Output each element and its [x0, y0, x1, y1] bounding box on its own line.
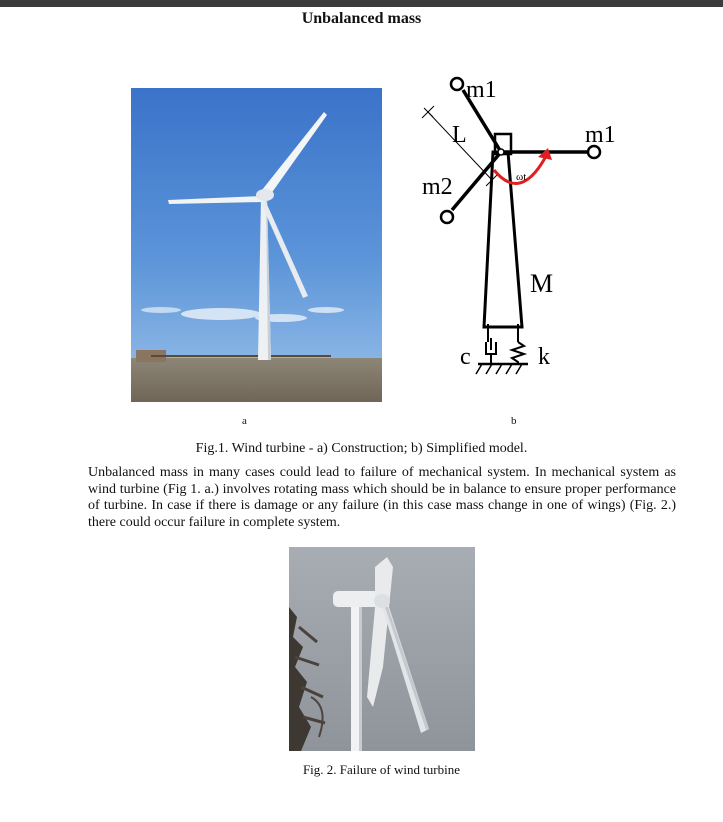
- page-title: Unbalanced mass: [301, 10, 422, 27]
- label-spring-k: k: [538, 344, 550, 370]
- panel-a-label: a: [242, 415, 247, 427]
- label-length: L: [452, 122, 467, 148]
- label-damper-c: c: [460, 344, 471, 370]
- label-m2: m2: [422, 174, 453, 200]
- simplified-model-diagram: [400, 62, 640, 402]
- panel-b-label: b: [511, 415, 517, 427]
- label-m1-right: m1: [585, 122, 616, 148]
- failed-turbine-illustration: [289, 547, 475, 751]
- wind-turbine-photo: [131, 88, 382, 402]
- label-m1-top: m1: [466, 77, 497, 103]
- failed-turbine-photo: [289, 547, 475, 751]
- body-paragraph: Unbalanced mass in many cases could lead to failure of mechanical system. In mechanical system as wind turbine (Fig 1. a.) involves rotating mass which should be in balance to ensure proper performance of turbine. In case if there is damage or any failure (in this case mass change in one of wings) (Fig. 2.) there could occur failure in complete system.: [88, 465, 676, 530]
- simplified-model-svg: [400, 62, 640, 402]
- label-mass-M: M: [530, 269, 554, 298]
- figure-1-caption: Fig.1. Wind turbine - a) Construction; b) Simplified model.: [195, 441, 528, 456]
- label-omega-t: ωt: [516, 171, 527, 183]
- wind-turbine-illustration: [131, 88, 382, 402]
- figure-2-caption: Fig. 2. Failure of wind turbine: [302, 762, 461, 777]
- viewer-top-bar: [0, 0, 723, 7]
